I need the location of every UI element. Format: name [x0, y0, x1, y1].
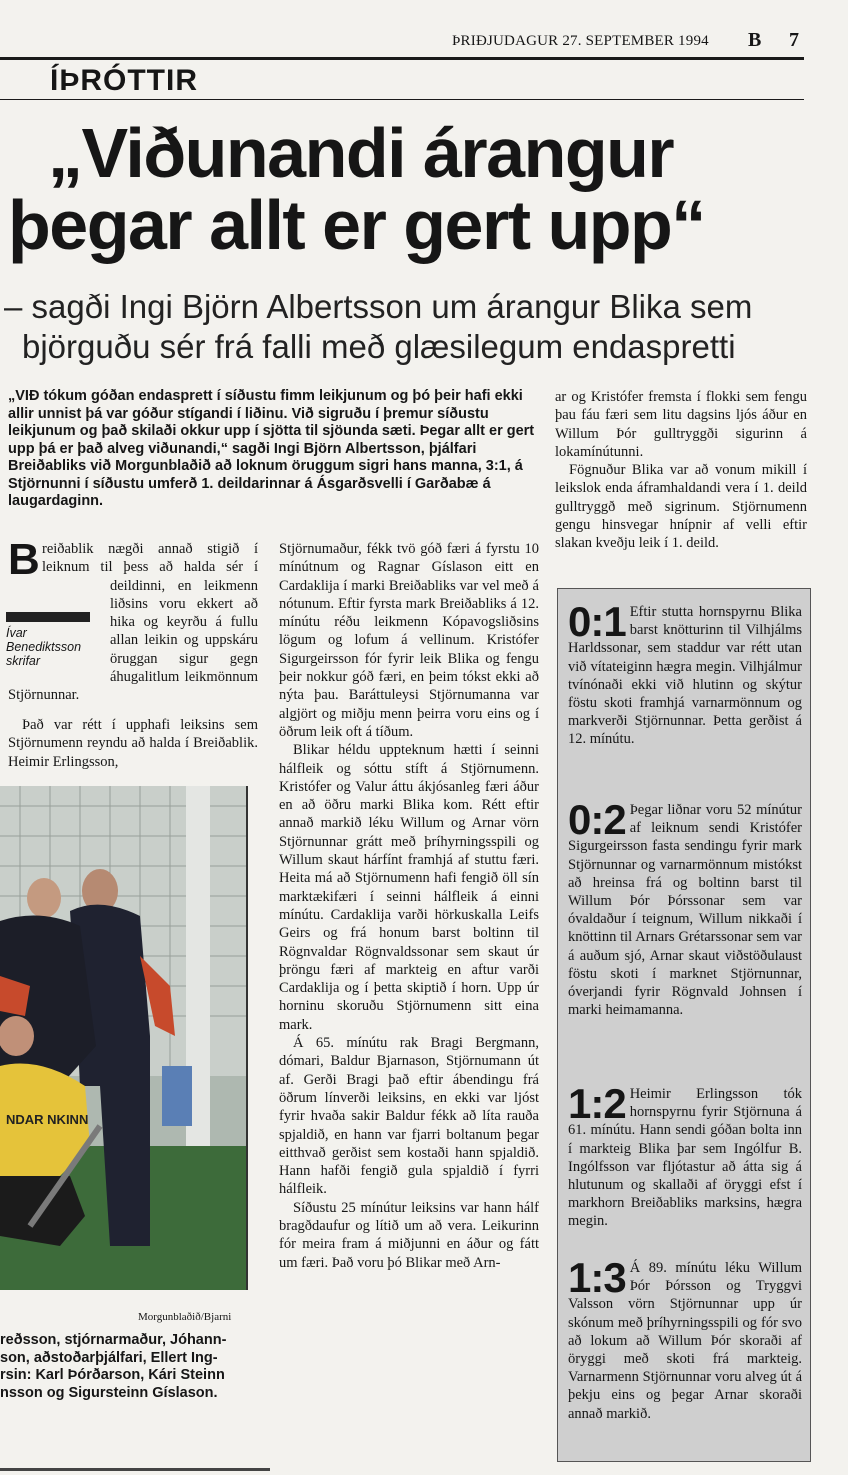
caption-line: nsson og Sigursteinn Gíslason.	[0, 1384, 218, 1401]
article-paragraph: Á 65. mínútu rak Bragi Bergmann, dómari, Baldur Bjarnason, Stjörnumann út af. Gerði Bragi það eftir ábendingu frá öðrum línverði leiksins, en ekki var ljóst fyrir hvaða sakir Baldur fékk að líta rauða spjaldið, en hann var fjarri boltanum þegar eitthvað gerðist sem kostaði hann spjaldið. Hann hafði fengið gula spjaldið í fyrri hálfleik.	[279, 1035, 539, 1198]
section-rule	[0, 99, 804, 100]
article-paragraph-2	[8, 716, 258, 771]
article-paragraph: Fögnuður Blika var að vonum mikill í leikslok enda áframhaldandi vera í 1. deild gulltryggð með sigrinum. Stjörnumenn gengu hinsvegar hnípnir af velli eftir slakan kveðju leik í 1. deild.	[555, 462, 807, 552]
dateline: ÞRIÐJUDAGUR 27. SEPTEMBER 1994	[452, 33, 709, 49]
section-title: ÍÞRÓTTIR	[50, 64, 198, 97]
article-paragraph: Stjörnumaður, fékk tvö góð færi á fyrstu 10 mínútnum og Ragnar Gíslason eitt en Cardaklija í marki Breiðabliks var vel með á nótunum. Eftir fyrsta mark Breiðabliks á 12. mínútu réðu leikmenn Kópavogsliðsins lögum og lofum á vellinum. Kristófer Sigurgeirsson fór fyrir leik Blika og fengu þeir nokkur góð færi, en þeim tókst ekki að nýta þau. Baráttuleysi Stjörnumanna var algjört og miðju menn þeirra voru eins og í öðrum leik oft á tíðum.	[279, 541, 539, 740]
goal-entry	[568, 1080, 802, 1231]
article-lead: „VIÐ tókum góðan endasprett í síðustu fimm leikjunum og þó þeir hafi ekki allir unnist þá var góður stígandi í liðinu. Við sigruðu í þremur síðustu leikjunum og það skilaði okkur upp í sjötta til sjöunda sæti. Þegar allt er gert upp þá er það alveg viðunandi,“ sagði Ingi Björn Albertsson, þjálfari Breiðabliks við Morgunblaðið að loknum öruggum sigri hans manna, 3:1, á Stjörnunni í síðustu umferð 1. deildarinnar á Ásgarðsvelli í Garðabæ á laugardaginn.	[8, 388, 535, 509]
byline-author: Ívar Benediktsson skrifar	[6, 626, 82, 668]
article-paragraph: ar og Kristófer fremsta í flokki sem fengu þau fáu færi sem litu dagsins ljós áður en Willum Þór gulltryggði sigurinn á lokamínútunni.	[555, 389, 807, 460]
article-column-2	[279, 540, 539, 1272]
drop-cap: B	[8, 535, 40, 584]
subheadline-line-1: – sagði Ingi Björn Albertsson um árangur Blika sem	[4, 288, 753, 325]
caption-line: reðsson, stjórnarmaður, Jóhann-	[0, 1332, 227, 1348]
headline-line-2: þegar allt er gert upp“	[8, 186, 705, 264]
goal-entry	[568, 598, 802, 749]
goal-score: 1:2	[568, 1080, 626, 1127]
bottom-rule	[0, 1468, 270, 1471]
goal-description: Þegar liðnar voru 52 mínútur af leiknum sendi Kristófer Sigurgeirsson fasta sendingu fyrir mark Stjörnunnar og varnarmönnum mistókst að hreinsa frá og boltinn barst til Willum Þór Þórssonar sem var óvaldaður í teignum, Willum nikkaði í knöttinn til Arnars Grétarssonar sem var á auðum sjó, Arnar skaut viðstöðulaust föstu skoti í marknet Stjörnunnar, óverjandi fyrir Rögnvald Johnsen í marki heimamanna.	[568, 802, 802, 1019]
page-section-letter: B	[748, 29, 762, 51]
caption-line: son, aðstoðarþjálfari, Ellert Ing-	[0, 1349, 218, 1366]
goal-score: 0:2	[568, 796, 626, 843]
byline-bar	[6, 612, 90, 622]
paragraph-2-text: Það var rétt í upphafi leiksins sem Stjörnumenn reyndu að halda í Breiðablik. Heimir Erlingsson,	[8, 717, 258, 770]
headline-line-1: „Viðunandi árangur	[48, 114, 674, 192]
paragraph-1-text: reiðablik nægði annað stigið í leiknum til þess að halda sér í deildinni, en leikmenn liðsins voru ekkert að hika og keyrðu á fullu allan leikin og uppskáru öruggan sigur gegn áhugalitlum leikmönnum Stjörnunnar.	[8, 541, 258, 704]
goal-description: Á 89. mínútu léku Willum Þór Þórsson og Tryggvi Valsson vörn Stjörnunnar upp úr skónum með þríhyrningsspili og fór svo að lokum að Willum Þór skoraði af öryggi með skoti frá markteig. Varnarmenn Stjörnunnar voru alveg út á þekju eins og þegar Arnar skoraði annað markið.	[568, 1260, 802, 1422]
caption-line: rsin: Karl Þórðarson, Kári Steinn	[0, 1367, 225, 1383]
photo-illustration	[0, 786, 246, 1290]
photo-caption	[0, 1332, 270, 1402]
goal-score: 1:3	[568, 1254, 626, 1301]
byline	[6, 612, 98, 668]
article-paragraph: Blikar héldu uppteknum hætti í seinni hálfleik og sóttu stíft á Stjörnumenn. Kristófer og Valur áttu ákjósanleg færi áður en að öðru marki Blika kom. Rétt eftir annað markið léku Willum og Arnar vörn Stjörnunnar grátt með þríhyrningsspili og Willum skaut hárfínt framhjá af stuttu færi. Heita má að Stjörnumenn hafi fengið öll sín marktækifæri í seinni hálfleik á einni mínútu. Cardaklija varði hörkuskalla Leifs Geirs og frá honum barst boltinn til Rögnvaldar Rögnvaldssonar sem skaut úr þröngu færi af markteig en aftur varði Cardaklija og í þetta skiptið í horn. Upp úr horninu skoruðu Stjörnumenn sitt eina mark.	[279, 742, 539, 1033]
page-number: 7	[789, 29, 799, 51]
match-photo	[0, 786, 248, 1290]
top-rule	[0, 57, 804, 60]
goals-factbox	[557, 588, 811, 1462]
goal-description: Eftir stutta hornspyrnu Blika barst knötturinn til Vilhjálms Harldssonar, sem staddur var rétt utan við vítateiginn hægra megin. Vilhjálmur tvínónaði ekki við hlutinn og skýtur föstu skoti framhjá varnarmönnum og markverði Stjörnunnar. Þetta gerðist á 12. mínútu.	[568, 604, 802, 748]
goal-score: 0:1	[568, 598, 626, 645]
photo-credit: Morgunblaðið/Bjarni	[138, 1311, 232, 1323]
goal-description: Heimir Erlingsson tók hornspyrnu fyrir Stjörnuna á 61. mínútu. Hann sendi góðan bolta inn í markteig Blika þar sem Ingólfur B. Ingólfsson var fljótastur að átta sig á hlutunum og skallaði af öryggi efst í markhorn Breiðabliks marksins, hægra megin.	[568, 1086, 802, 1230]
subheadline-line-2: björguðu sér frá falli með glæsilegum endaspretti	[22, 328, 736, 365]
goal-entry	[568, 1254, 802, 1423]
photo-shirt-text: NDAR NKINN	[6, 1112, 89, 1127]
article-paragraph: Síðustu 25 mínútur leiksins var hann hálf bragðdaufur og lítið um að vera. Leikurinn fór meira fram á miðjunni en áður og fátt um færi. Það voru þó Blikar með Arn-	[279, 1199, 539, 1271]
article-column-3	[555, 388, 807, 553]
goal-entry	[568, 796, 802, 1019]
